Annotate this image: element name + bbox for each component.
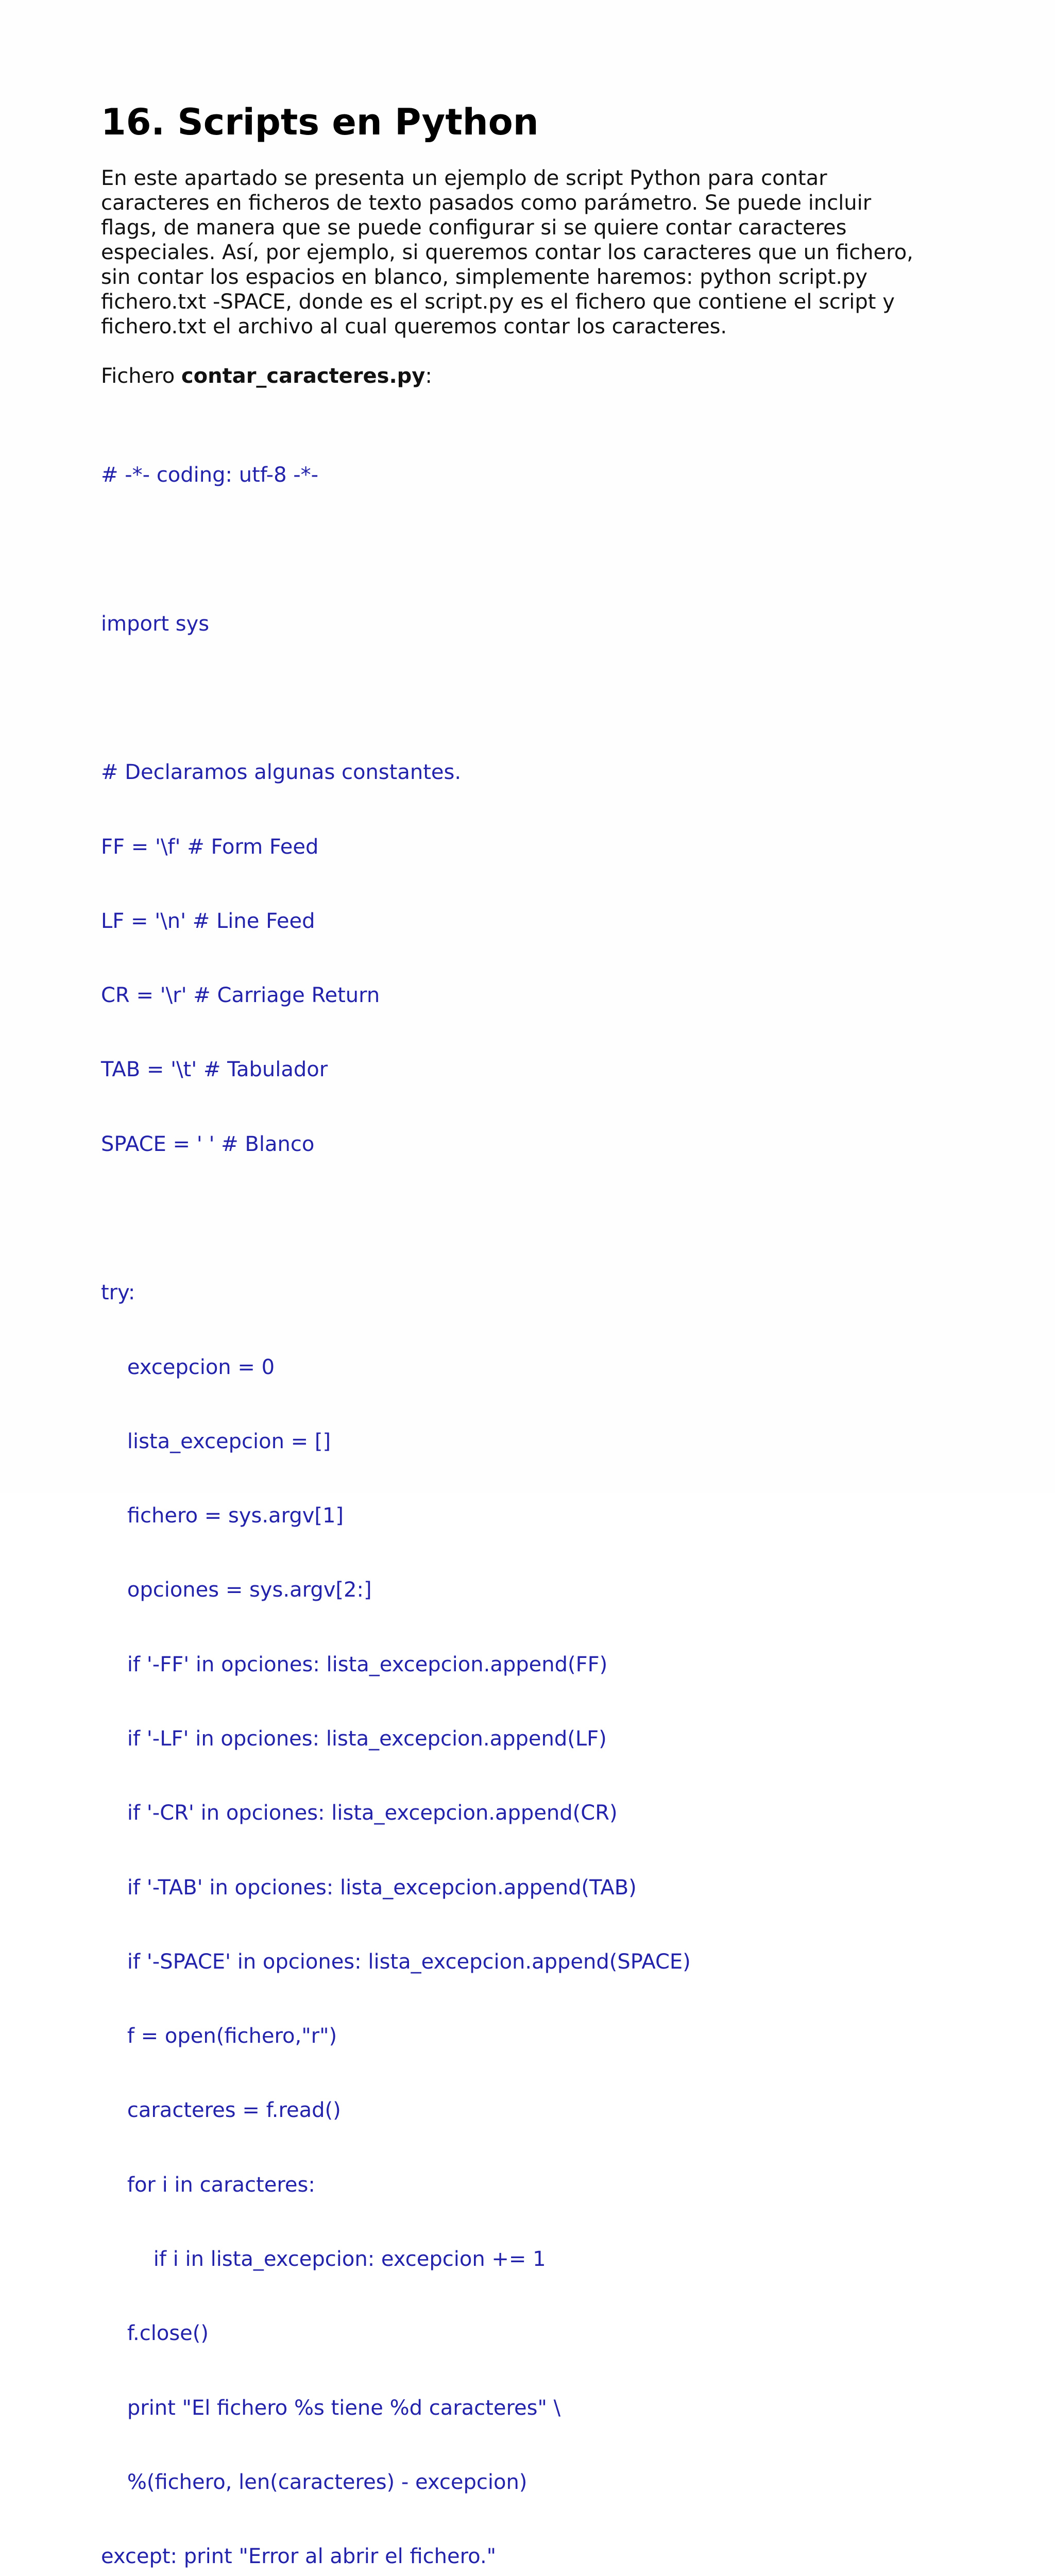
intro-line: especiales. Así, por ejemplo, si queremos contar los caracteres que un fichero, (101, 241, 913, 264)
code-line: caracteres = f.read() (101, 2098, 341, 2123)
intro-line: flags, de manera que se puede configurar si se quiere contar caracteres (101, 216, 847, 240)
code-line: if '-CR' in opciones: lista_excepcion.append(CR) (101, 1801, 618, 1825)
file-label (101, 364, 432, 388)
code-line: lista_excepcion = [] (101, 1429, 331, 1453)
code-line: f.close() (101, 2321, 209, 2346)
code-line: %(fichero, len(caracteres) - excepcion) (101, 2470, 528, 2494)
intro-paragraph (101, 166, 966, 339)
code-line: # Declaramos algunas constantes. (101, 760, 462, 785)
code-line: fichero = sys.argv[1] (101, 1504, 344, 1528)
code-line: CR = '\r' # Carriage Return (101, 984, 380, 1008)
code-block (101, 413, 691, 2576)
intro-line: fichero.txt -SPACE, donde es el script.py es el fichero que contiene el script y (101, 290, 895, 314)
intro-line: fichero.txt el archivo al cual queremos contar los caracteres. (101, 315, 727, 338)
code-line: if '-FF' in opciones: lista_excepcion.append(FF) (101, 1652, 608, 1676)
code-line: if '-SPACE' in opciones: lista_excepcion.append(SPACE) (101, 1950, 691, 1974)
code-line: except: print "Error al abrir el fichero." (101, 2545, 497, 2569)
code-line: for i in caracteres: (101, 2173, 315, 2197)
file-label-prefix: Fichero (101, 364, 181, 388)
intro-line: En este apartado se presenta un ejemplo de script Python para contar (101, 166, 827, 190)
code-line (101, 1206, 691, 1231)
code-line: SPACE = ' ' # Blanco (101, 1132, 315, 1156)
intro-line: caracteres en ficheros de texto pasados como parámetro. Se puede incluir (101, 191, 872, 215)
code-line: f = open(fichero,"r") (101, 2024, 337, 2048)
code-line (101, 537, 691, 562)
code-line: print "El fichero %s tiene %d caracteres" \ (101, 2396, 561, 2420)
code-line: if '-LF' in opciones: lista_excepcion.append(LF) (101, 1726, 607, 1751)
code-line: if '-TAB' in opciones: lista_excepcion.append(TAB) (101, 1875, 637, 1900)
code-line: TAB = '\t' # Tabulador (101, 1058, 328, 1082)
code-line: # -*- coding: utf-8 -*- (101, 463, 319, 487)
page-title: 16. Scripts en Python (101, 101, 539, 143)
code-line (101, 686, 691, 710)
code-line: LF = '\n' # Line Feed (101, 909, 315, 933)
page-content (101, 98, 966, 2569)
code-line: FF = '\f' # Form Feed (101, 835, 319, 859)
code-line: try: (101, 1281, 135, 1305)
code-line: if i in lista_excepcion: excepcion += 1 (101, 2247, 546, 2271)
file-name: contar_caracteres.py (181, 364, 426, 388)
file-label-suffix: : (425, 364, 432, 388)
code-line: import sys (101, 612, 210, 636)
intro-line: sin contar los espacios en blanco, simplemente haremos: python script.py (101, 265, 868, 289)
code-line: opciones = sys.argv[2:] (101, 1578, 372, 1602)
code-line: excepcion = 0 (101, 1355, 275, 1379)
